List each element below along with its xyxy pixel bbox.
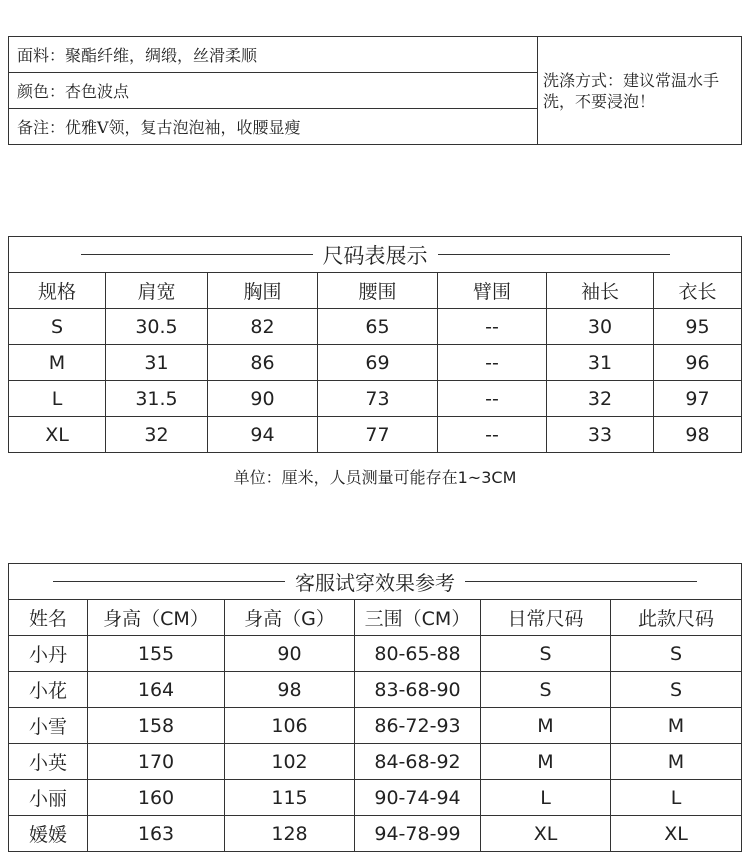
table-row — [9, 345, 742, 381]
column-header: 三围（CM） — [355, 600, 481, 636]
table-cell: 小丹 — [9, 636, 88, 672]
tryon-table — [8, 563, 742, 852]
table-row — [9, 708, 742, 744]
column-header: 身高（CM） — [88, 600, 225, 636]
table-cell: 小雪 — [9, 708, 88, 744]
table-cell: 98 — [225, 672, 355, 708]
table-cell: XL — [9, 417, 106, 453]
table-cell: 94-78-99 — [355, 816, 481, 852]
color-info: 颜色：杏色波点 — [9, 73, 538, 109]
size-table-title: 尺码表展示 — [9, 237, 742, 273]
table-cell: -- — [438, 381, 547, 417]
table-cell: 小英 — [9, 744, 88, 780]
table-cell: 170 — [88, 744, 225, 780]
table-cell: -- — [438, 309, 547, 345]
table-cell: 31 — [106, 345, 208, 381]
table-cell: XL — [481, 816, 611, 852]
table-cell: M — [611, 744, 742, 780]
table-cell: 65 — [318, 309, 438, 345]
table-cell: M — [481, 708, 611, 744]
table-row — [9, 816, 742, 852]
table-cell: 115 — [225, 780, 355, 816]
table-cell: 小丽 — [9, 780, 88, 816]
column-header: 臂围 — [438, 273, 547, 309]
table-cell: L — [481, 780, 611, 816]
table-cell: 30.5 — [106, 309, 208, 345]
table-cell: M — [611, 708, 742, 744]
table-cell: 90-74-94 — [355, 780, 481, 816]
table-cell: -- — [438, 417, 547, 453]
size-table — [8, 236, 742, 453]
table-row — [9, 417, 742, 453]
table-cell: 30 — [547, 309, 654, 345]
column-header: 袖长 — [547, 273, 654, 309]
table-cell: 96 — [654, 345, 742, 381]
column-header: 日常尺码 — [481, 600, 611, 636]
table-cell: XL — [611, 816, 742, 852]
table-row — [9, 672, 742, 708]
column-header: 衣长 — [654, 273, 742, 309]
table-cell: 155 — [88, 636, 225, 672]
table-cell: S — [9, 309, 106, 345]
table-cell: S — [481, 672, 611, 708]
table-cell: 86-72-93 — [355, 708, 481, 744]
table-cell: 86 — [208, 345, 318, 381]
table-row — [9, 744, 742, 780]
table-cell: 106 — [225, 708, 355, 744]
table-cell: 73 — [318, 381, 438, 417]
column-header: 姓名 — [9, 600, 88, 636]
table-cell: S — [611, 672, 742, 708]
table-cell: S — [481, 636, 611, 672]
table-cell: M — [9, 345, 106, 381]
table-cell: 98 — [654, 417, 742, 453]
table-cell: L — [611, 780, 742, 816]
table-cell: 163 — [88, 816, 225, 852]
table-cell: 102 — [225, 744, 355, 780]
table-cell: 31 — [547, 345, 654, 381]
column-header: 身高（G） — [225, 600, 355, 636]
table-row — [9, 780, 742, 816]
column-header: 腰围 — [318, 273, 438, 309]
table-cell: 128 — [225, 816, 355, 852]
column-header: 胸围 — [208, 273, 318, 309]
table-row — [9, 309, 742, 345]
table-cell: 158 — [88, 708, 225, 744]
table-cell: 95 — [654, 309, 742, 345]
table-cell: 83-68-90 — [355, 672, 481, 708]
size-note: 单位：厘米，人员测量可能存在1~3CM — [233, 468, 517, 487]
table-cell: 94 — [208, 417, 318, 453]
column-header: 规格 — [9, 273, 106, 309]
table-cell: 82 — [208, 309, 318, 345]
fabric-info: 面料：聚酯纤维，绸缎，丝滑柔顺 — [9, 37, 538, 73]
table-cell: 84-68-92 — [355, 744, 481, 780]
table-cell: 90 — [208, 381, 318, 417]
product-info-table — [8, 36, 742, 145]
column-header: 肩宽 — [106, 273, 208, 309]
table-row — [9, 381, 742, 417]
header-row — [9, 273, 742, 309]
table-cell: 32 — [547, 381, 654, 417]
table-row — [9, 636, 742, 672]
table-cell: L — [9, 381, 106, 417]
table-cell: 小花 — [9, 672, 88, 708]
table-cell: 80-65-88 — [355, 636, 481, 672]
table-cell: 69 — [318, 345, 438, 381]
table-cell: 77 — [318, 417, 438, 453]
column-header: 此款尺码 — [611, 600, 742, 636]
table-cell: 媛媛 — [9, 816, 88, 852]
table-cell: 164 — [88, 672, 225, 708]
header-row — [9, 600, 742, 636]
table-cell: -- — [438, 345, 547, 381]
remark-info: 备注：优雅V领，复古泡泡袖，收腰显瘦 — [9, 109, 538, 145]
table-cell: 160 — [88, 780, 225, 816]
table-cell: S — [611, 636, 742, 672]
table-cell: 31.5 — [106, 381, 208, 417]
table-cell: 90 — [225, 636, 355, 672]
table-cell: 33 — [547, 417, 654, 453]
table-cell: 97 — [654, 381, 742, 417]
wash-info: 洗涤方式：建议常温水手洗，不要浸泡！ — [538, 37, 742, 145]
tryon-table-title: 客服试穿效果参考 — [9, 564, 742, 600]
table-cell: 32 — [106, 417, 208, 453]
table-cell: M — [481, 744, 611, 780]
